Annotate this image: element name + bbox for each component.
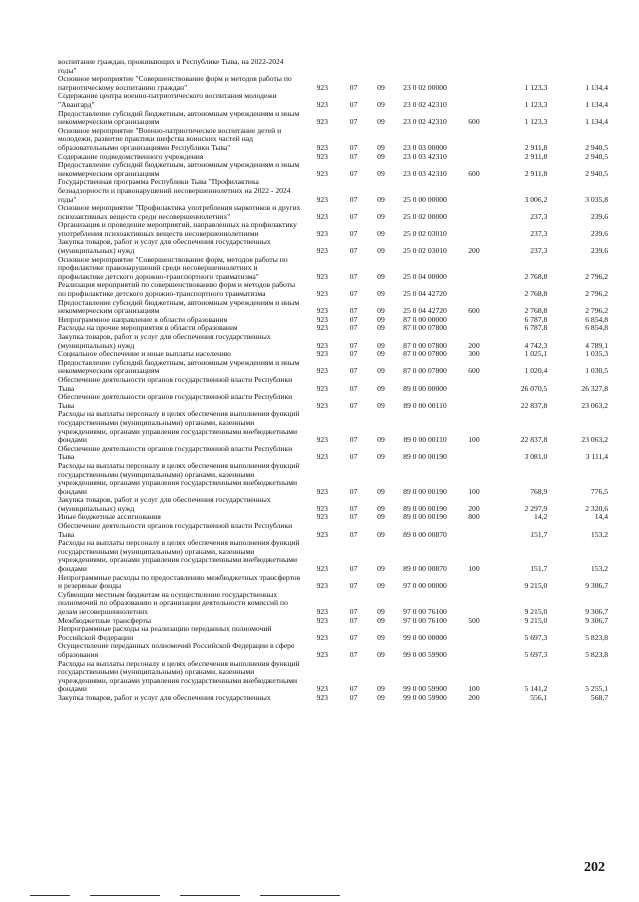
col-subsection-code: 09 (377, 529, 385, 539)
col-section-code: 07 (349, 211, 358, 221)
col-ministry-code: 923 (316, 211, 328, 221)
col-amount-2023: 151,7 (530, 564, 548, 574)
col-section-code: 07 (349, 271, 358, 281)
col-section-code: 07 (349, 529, 358, 539)
col-section-code: 07 (349, 615, 358, 625)
table-row (58, 496, 608, 513)
table-row (58, 694, 608, 703)
footer-rule (0, 895, 639, 898)
col-amount-2024: 2 796,2 (585, 271, 608, 281)
col-amount-2024: 2 320,6 (585, 503, 608, 513)
col-amount-2023: 237,3 (530, 228, 548, 238)
col-ministry-code: 923 (316, 340, 328, 350)
col-target-article: 99 0 00 59900 (403, 684, 447, 694)
row-description: Расходы на выплаты персоналу в целях обеспечения выполнения функций государственными (муниципальными) органами, казенными учреждениями, органами управления государственными внебюджетными фондами (58, 538, 300, 574)
col-expense-type: 600 (468, 117, 480, 127)
col-ministry-code: 923 (316, 168, 328, 178)
row-description: Государственная программа Республики Тыва "Профилактика безнадзорности и правонарушений несовершеннолетних на 2022 - 2024 годы" (58, 177, 291, 204)
col-target-article: 25 0 04 42720 (403, 289, 447, 299)
col-amount-2023: 2 768,8 (524, 271, 548, 281)
table-row (58, 539, 608, 573)
col-amount-2023: 2 297,9 (524, 503, 548, 513)
col-expense-type: 100 (468, 486, 480, 496)
col-section-code: 07 (349, 503, 358, 513)
col-ministry-code: 923 (316, 564, 328, 574)
col-subsection-code: 09 (377, 512, 385, 522)
col-section-code: 07 (349, 366, 358, 376)
row-description: Непрограммное направление в области образования (58, 314, 228, 324)
col-target-article: 25 0 02 03010 (403, 228, 447, 238)
col-target-article: 89 0 00 00870 (403, 564, 447, 574)
col-subsection-code: 09 (377, 306, 385, 316)
col-ministry-code: 923 (316, 323, 328, 333)
col-target-article: 99 0 00 59900 (403, 649, 447, 659)
table-row (58, 92, 608, 109)
col-ministry-code: 923 (316, 503, 328, 513)
col-subsection-code: 09 (377, 684, 385, 694)
col-section-code: 07 (349, 246, 358, 256)
col-amount-2024: 1 134,4 (585, 99, 608, 109)
col-target-article: 87 0 00 07800 (403, 349, 447, 359)
col-section-code: 07 (349, 632, 358, 642)
col-amount-2023: 9 215,0 (524, 607, 548, 616)
col-subsection-code: 09 (377, 82, 385, 92)
col-amount-2023: 9 215,0 (524, 581, 548, 591)
col-amount-2024: 153,2 (590, 529, 608, 539)
row-description: Обеспечение деятельности органов государственной власти Республики Тыва (58, 374, 293, 393)
col-expense-type: 500 (468, 615, 480, 625)
col-section-code: 07 (349, 564, 358, 574)
table-row (58, 110, 608, 127)
col-target-article: 25 0 04 42720 (403, 306, 447, 316)
col-expense-type: 800 (468, 512, 480, 522)
col-subsection-code: 09 (377, 649, 385, 659)
col-amount-2023: 556,1 (530, 692, 548, 702)
col-amount-2024: 1 134,4 (585, 117, 608, 127)
table-row (58, 333, 608, 350)
table-row (58, 281, 608, 298)
col-expense-type: 200 (468, 503, 480, 513)
row-description: воспитание граждан, проживающих в Республике Тыва, на 2022-2024 годы" (58, 57, 284, 75)
col-ministry-code: 923 (316, 117, 328, 127)
col-expense-type: 300 (468, 349, 480, 359)
col-section-code: 07 (349, 306, 358, 316)
row-description: Предоставление субсидий бюджетным, автономным учреждениям и иным некоммерческим организациям (58, 297, 300, 316)
row-description: Обеспечение деятельности органов государственной власти Республики Тыва (58, 392, 293, 410)
row-description: Расходы на выплаты персоналу в целях обеспечения выполнения функций государственными (муниципальными) органами, казенными учреждениями, органами управления государственными внебюджетными фондами (58, 409, 300, 445)
col-target-article: 87 0 00 07800 (403, 366, 447, 376)
row-description: Непрограммные расходы по предоставлению межбюджетных трансфертов и резервные фонды (58, 572, 301, 591)
col-amount-2024: 568,7 (590, 692, 608, 702)
col-amount-2023: 6 787,8 (524, 323, 548, 333)
col-subsection-code: 09 (377, 400, 385, 410)
col-subsection-code: 09 (377, 246, 385, 256)
table-row (58, 522, 608, 539)
col-ministry-code: 923 (316, 194, 328, 204)
col-amount-2024: 9 306,7 (585, 615, 608, 625)
col-section-code: 07 (349, 400, 358, 410)
row-description: Основное мероприятие "Профилактика употребления наркотиков и других психоактивных веществ среди несовершеннолетних" (58, 203, 301, 221)
col-ministry-code: 923 (316, 581, 328, 591)
col-ministry-code: 923 (316, 529, 328, 539)
col-amount-2023: 26 070,5 (520, 383, 548, 393)
col-target-article: 89 0 00 00190 (403, 452, 447, 462)
col-amount-2023: 22 837,8 (520, 435, 548, 445)
col-amount-2024: 1 134,4 (585, 82, 608, 92)
budget-table (58, 58, 608, 703)
col-target-article: 25 0 04 00000 (403, 271, 447, 281)
col-subsection-code: 09 (377, 435, 385, 445)
col-target-article: 97 0 00 76100 (403, 615, 447, 625)
row-description: Закупка товаров, работ и услуг для обеспечения государственных (58, 692, 271, 702)
col-subsection-code: 09 (377, 340, 385, 350)
col-amount-2023: 22 837,8 (520, 400, 548, 410)
col-subsection-code: 09 (377, 486, 385, 496)
col-ministry-code: 923 (316, 435, 328, 445)
table-row (58, 161, 608, 178)
col-section-code: 07 (349, 452, 358, 462)
col-subsection-code: 09 (377, 615, 385, 625)
col-section-code: 07 (349, 323, 358, 333)
col-amount-2023: 2 768,8 (524, 306, 548, 316)
row-description: Обеспечение деятельности органов государственной власти Республики Тыва (58, 443, 293, 462)
row-description: Иные бюджетные ассигнования (58, 512, 161, 522)
col-expense-type: 100 (468, 435, 480, 445)
col-ministry-code: 923 (316, 228, 328, 238)
table-row (58, 75, 608, 92)
col-ministry-code: 923 (316, 607, 328, 616)
col-subsection-code: 09 (377, 211, 385, 221)
col-ministry-code: 923 (316, 99, 328, 109)
row-description: Субвенции местным бюджетам на осуществление государственных полномочий по образованию и организации деятельности комиссий по делам несовершеннолетних (58, 589, 288, 616)
col-amount-2023: 768,9 (530, 486, 548, 496)
col-amount-2024: 5 823,8 (585, 649, 608, 659)
col-target-article: 23 0 03 42310 (403, 168, 447, 178)
col-section-code: 07 (349, 349, 358, 359)
col-amount-2023: 151,7 (530, 529, 548, 539)
table-row (58, 238, 608, 255)
col-target-article: 97 0 00 00000 (403, 581, 447, 591)
col-ministry-code: 923 (316, 314, 328, 324)
col-ministry-code: 923 (316, 684, 328, 694)
col-amount-2023: 5 697,3 (524, 632, 548, 642)
col-subsection-code: 09 (377, 607, 385, 616)
col-ministry-code: 923 (316, 349, 328, 359)
row-description: Основное мероприятие "Совершенствование форм, методов работы по профилактике правонарушений среди несовершеннолетних и профилактике детского дорожно-транспортного травматизма" (58, 254, 288, 281)
col-ministry-code: 923 (316, 366, 328, 376)
table-row (58, 574, 608, 591)
table-row (58, 359, 608, 376)
col-target-article: 23 0 03 00000 (403, 142, 447, 152)
page-number: 202 (584, 860, 605, 875)
col-amount-2023: 3 081,0 (524, 452, 548, 462)
row-description: Закупка товаров, работ и услуг для обеспечения государственных (муниципальных) нужд (58, 495, 271, 513)
col-amount-2024: 1 030,5 (585, 366, 608, 376)
col-target-article: 89 0 00 00870 (403, 529, 447, 539)
col-ministry-code: 923 (316, 246, 328, 256)
col-subsection-code: 09 (377, 289, 385, 299)
table-row (58, 299, 608, 316)
row-description: Содержание центра военно-патриотического воспитания молодежи "Авангард" (58, 91, 277, 109)
col-amount-2024: 776,5 (590, 486, 608, 496)
col-expense-type: 100 (468, 564, 480, 574)
col-ministry-code: 923 (316, 151, 328, 161)
row-description: Осуществление переданных полномочий Российской Федерации в сфере образования (58, 641, 295, 659)
row-description: Реализация мероприятий по совершенствованию форм и методов работы по профилактике детского дорожно-транспортного травматизма (58, 280, 296, 299)
col-subsection-code: 09 (377, 564, 385, 574)
col-amount-2024: 239,6 (590, 228, 608, 238)
col-target-article: 89 0 00 00190 (403, 512, 447, 522)
col-amount-2024: 2 940,5 (585, 142, 608, 152)
col-subsection-code: 09 (377, 168, 385, 178)
col-subsection-code: 09 (377, 452, 385, 462)
col-subsection-code: 09 (377, 99, 385, 109)
col-target-article: 23 0 02 00000 (403, 82, 447, 92)
col-amount-2023: 2 911,8 (524, 142, 548, 152)
table-row (58, 410, 608, 444)
col-expense-type: 200 (468, 692, 480, 702)
col-subsection-code: 09 (377, 228, 385, 238)
row-description: Межбюджетные трансферты (58, 615, 151, 625)
col-amount-2024: 23 063,2 (581, 400, 608, 410)
col-section-code: 07 (349, 289, 358, 299)
row-description: Организация и проведение мероприятий, направленных на профилактику употребления психоактивных веществ несовершеннолетними (58, 220, 297, 238)
col-amount-2023: 3 006,2 (524, 194, 548, 204)
col-ministry-code: 923 (316, 142, 328, 152)
col-amount-2024: 2 940,5 (585, 168, 608, 178)
col-amount-2024: 6 854,8 (585, 314, 608, 324)
col-amount-2023: 9 215,0 (524, 615, 548, 625)
col-target-article: 99 0 00 59900 (403, 692, 447, 702)
col-ministry-code: 923 (316, 512, 328, 522)
table-row (58, 393, 608, 410)
col-amount-2024: 4 789,1 (585, 340, 608, 350)
col-ministry-code: 923 (316, 306, 328, 316)
col-ministry-code: 923 (316, 615, 328, 625)
row-description: Содержание подведомственного учреждения (58, 151, 204, 161)
table-row (58, 445, 608, 462)
col-ministry-code: 923 (316, 82, 328, 92)
table-row (58, 127, 608, 153)
col-amount-2023: 237,3 (530, 211, 548, 221)
table-row (58, 625, 608, 642)
col-section-code: 07 (349, 692, 358, 702)
col-section-code: 07 (349, 82, 358, 92)
col-section-code: 07 (349, 512, 358, 522)
col-subsection-code: 09 (377, 366, 385, 376)
row-description: Расходы на прочие мероприятия в области образования (58, 323, 238, 333)
col-amount-2023: 1 025,1 (524, 349, 548, 359)
col-expense-type: 600 (468, 366, 480, 376)
table-row (58, 376, 608, 393)
col-expense-type: 600 (468, 306, 480, 316)
col-expense-type: 100 (468, 684, 480, 694)
col-ministry-code: 923 (316, 452, 328, 462)
col-amount-2024: 3 111,4 (585, 452, 608, 462)
col-section-code: 07 (349, 581, 358, 591)
col-section-code: 07 (349, 383, 358, 393)
table-row (58, 204, 608, 221)
col-target-article: 89 0 00 00190 (403, 503, 447, 513)
col-section-code: 07 (349, 99, 358, 109)
table-row (58, 660, 608, 694)
col-target-article: 97 0 00 76100 (403, 607, 447, 616)
row-description: Закупка товаров, работ и услуг для обеспечения государственных (муниципальных) нужд (58, 237, 271, 256)
row-description: Основное мероприятие "Совершенствование форм и методов работы по патриотическому воспитанию граждан" (58, 74, 292, 92)
col-target-article: 23 0 02 42310 (403, 99, 447, 109)
col-subsection-code: 09 (377, 151, 385, 161)
col-amount-2024: 2 796,2 (585, 289, 608, 299)
col-amount-2023: 5 141,2 (524, 684, 548, 694)
row-description: Расходы на выплаты персоналу в целях обеспечения выполнения функций государственными (муниципальными) органами, казенными учреждениями, органами управления государственными внебюджетными фондами (58, 658, 300, 694)
table-row (58, 221, 608, 238)
col-subsection-code: 09 (377, 581, 385, 591)
table-row (58, 58, 608, 75)
col-section-code: 07 (349, 151, 358, 161)
col-amount-2024: 26 327,8 (581, 383, 608, 393)
col-amount-2024: 2 940,5 (585, 151, 608, 161)
col-target-article: 89 0 00 00110 (403, 400, 447, 410)
row-description: Основное мероприятие "Военно-патриотическое воспитание детей и молодежи, развитие практики шефства воинских частей над образовательными организациями Республики Тыва" (58, 125, 282, 152)
row-description: Расходы на выплаты персоналу в целях обеспечения выполнения функций государственными (муниципальными) органами, казенными учреждениями, органами управления государственными внебюджетными фондами (58, 460, 300, 496)
row-description: Предоставление субсидий бюджетным, автономным учреждениям и иным некоммерческим организациям (58, 357, 300, 376)
col-subsection-code: 09 (377, 632, 385, 642)
col-section-code: 07 (349, 142, 358, 152)
col-section-code: 07 (349, 435, 358, 445)
col-expense-type: 600 (468, 168, 480, 178)
col-subsection-code: 09 (377, 194, 385, 204)
col-target-article: 23 0 02 42310 (403, 117, 447, 127)
col-section-code: 07 (349, 684, 358, 694)
col-target-article: 99 0 00 00000 (403, 632, 447, 642)
col-amount-2023: 6 787,8 (524, 314, 548, 324)
row-description: Непрограммные расходы на реализацию переданных полномочий Российской Федерации (58, 624, 272, 642)
col-subsection-code: 09 (377, 503, 385, 513)
col-subsection-code: 09 (377, 323, 385, 333)
col-ministry-code: 923 (316, 271, 328, 281)
col-amount-2024: 23 063,2 (581, 435, 608, 445)
col-amount-2023: 1 020,4 (524, 366, 548, 376)
col-amount-2024: 6 854,8 (585, 323, 608, 333)
col-amount-2023: 1 123,3 (524, 117, 548, 127)
col-amount-2023: 2 768,8 (524, 289, 548, 299)
row-description: Обеспечение деятельности органов государственной власти Республики Тыва (58, 521, 293, 539)
col-section-code: 07 (349, 228, 358, 238)
col-amount-2023: 4 742,3 (524, 340, 548, 350)
col-section-code: 07 (349, 607, 358, 616)
col-section-code: 07 (349, 314, 358, 324)
col-amount-2024: 1 035,3 (585, 349, 608, 359)
col-target-article: 87 0 00 07800 (403, 340, 447, 350)
col-amount-2024: 9 306,7 (585, 607, 608, 616)
col-subsection-code: 09 (377, 142, 385, 152)
table-row (58, 591, 608, 617)
col-target-article: 87 0 00 07800 (403, 323, 447, 333)
col-section-code: 07 (349, 168, 358, 178)
col-amount-2024: 3 035,8 (585, 194, 608, 204)
col-expense-type: 200 (468, 246, 480, 256)
col-subsection-code: 09 (377, 271, 385, 281)
table-row (58, 462, 608, 496)
table-row (58, 256, 608, 282)
col-amount-2024: 2 796,2 (585, 306, 608, 316)
col-subsection-code: 09 (377, 349, 385, 359)
col-subsection-code: 09 (377, 383, 385, 393)
col-amount-2023: 2 911,8 (524, 168, 548, 178)
col-section-code: 07 (349, 340, 358, 350)
col-amount-2023: 2 911,8 (524, 151, 548, 161)
col-target-article: 89 0 00 00190 (403, 486, 447, 496)
col-target-article: 89 0 00 00110 (403, 435, 447, 445)
col-target-article: 25 0 00 00000 (403, 194, 447, 204)
col-section-code: 07 (349, 649, 358, 659)
col-target-article: 89 0 00 00000 (403, 383, 447, 393)
col-target-article: 25 0 02 00000 (403, 211, 447, 221)
col-ministry-code: 923 (316, 692, 328, 702)
col-amount-2024: 5 255,1 (585, 684, 608, 694)
col-target-article: 23 0 03 42310 (403, 151, 447, 161)
col-amount-2023: 14,2 (534, 512, 548, 522)
col-amount-2024: 239,6 (590, 246, 608, 256)
col-amount-2023: 5 697,3 (524, 649, 548, 659)
col-amount-2024: 14,4 (594, 512, 608, 522)
row-description: Предоставление субсидий бюджетным, автономным учреждениям и иным некоммерческим организациям (58, 108, 300, 127)
col-subsection-code: 09 (377, 314, 385, 324)
col-ministry-code: 923 (316, 383, 328, 393)
col-amount-2023: 1 123,3 (524, 82, 548, 92)
col-ministry-code: 923 (316, 289, 328, 299)
col-subsection-code: 09 (377, 117, 385, 127)
col-section-code: 07 (349, 486, 358, 496)
table-row (58, 178, 608, 204)
table-row (58, 642, 608, 659)
col-amount-2024: 5 823,8 (585, 632, 608, 642)
row-description: Предоставление субсидий бюджетным, автономным учреждениям и иным некоммерческим организациям (58, 160, 300, 178)
row-description: Социальное обеспечение и иные выплаты населению (58, 349, 231, 359)
col-amount-2024: 9 306,7 (585, 581, 608, 591)
col-amount-2024: 153,2 (590, 564, 608, 574)
col-section-code: 07 (349, 194, 358, 204)
col-amount-2023: 237,3 (530, 246, 548, 256)
col-ministry-code: 923 (316, 632, 328, 642)
col-target-article: 25 0 02 03010 (403, 246, 447, 256)
col-ministry-code: 923 (316, 400, 328, 410)
col-expense-type: 200 (468, 340, 480, 350)
col-ministry-code: 923 (316, 649, 328, 659)
col-amount-2024: 239,6 (590, 211, 608, 221)
col-section-code: 07 (349, 117, 358, 127)
col-subsection-code: 09 (377, 692, 385, 702)
row-description: Закупка товаров, работ и услуг для обеспечения государственных (муниципальных) нужд (58, 332, 271, 350)
col-ministry-code: 923 (316, 486, 328, 496)
col-target-article: 87 0 00 00000 (403, 314, 447, 324)
col-amount-2023: 1 123,3 (524, 99, 548, 109)
